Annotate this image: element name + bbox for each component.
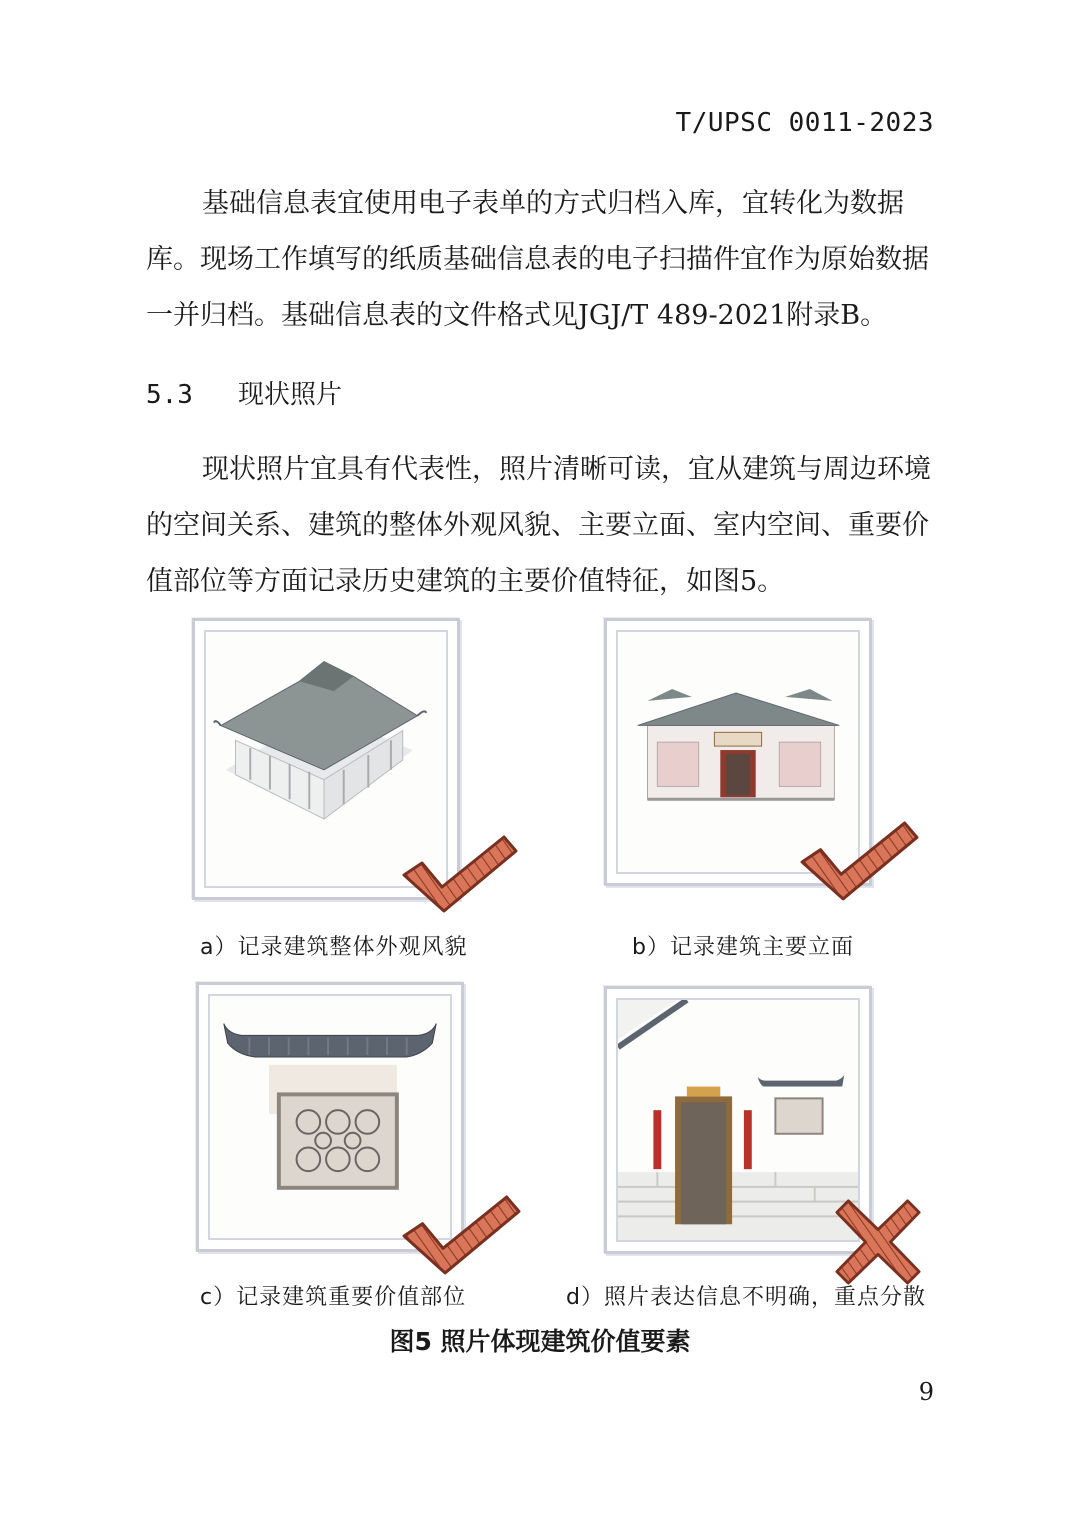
photo-panel-b [604, 618, 872, 886]
section-number: 5.3 [146, 380, 193, 410]
page-number: 9 [918, 1378, 934, 1406]
caption-panel-c: c）记录建筑重要价值部位 [200, 1285, 467, 1310]
caption-panel-a: a）记录建筑整体外观风貌 [200, 935, 468, 960]
cross-icon [835, 1199, 921, 1285]
section-title: 现状照片 [238, 380, 343, 410]
paragraph-archiving-text: 基础信息表宜使用电子表单的方式归档入库，宜转化为数据库。现场工作填写的纸质基础信息表的电子扫描件宜作为原始数据一并归档。基础信息表的文件格式见JGJ/T 489-2021附录B。 [146, 188, 929, 331]
wall-and-door-illustration [618, 1000, 858, 1240]
standard-code: T/UPSC 0011-2023 [675, 108, 934, 138]
paragraph-archiving [146, 176, 938, 344]
photo-panel-c [196, 982, 464, 1252]
caption-panel-d: d）照片表达信息不明确，重点分散 [566, 1285, 926, 1310]
paragraph-photos [146, 442, 938, 610]
check-icon [400, 835, 520, 915]
figure-title: 图5 照片体现建筑价值要素 [389, 1327, 691, 1356]
check-icon [399, 1195, 524, 1277]
check-icon [797, 821, 922, 903]
photo-panel-d [604, 986, 872, 1254]
caption-panel-b: b）记录建筑主要立面 [632, 935, 854, 960]
photo-panel-a [192, 618, 460, 900]
section-heading [146, 374, 342, 411]
paragraph-photos-text: 现状照片宜具有代表性，照片清晰可读，宜从建筑与周边环境的空间关系、建筑的整体外观风貌、主要立面、室内空间、重要价值部位等方面记录历史建筑的主要价值特征，如图5。 [146, 454, 931, 597]
